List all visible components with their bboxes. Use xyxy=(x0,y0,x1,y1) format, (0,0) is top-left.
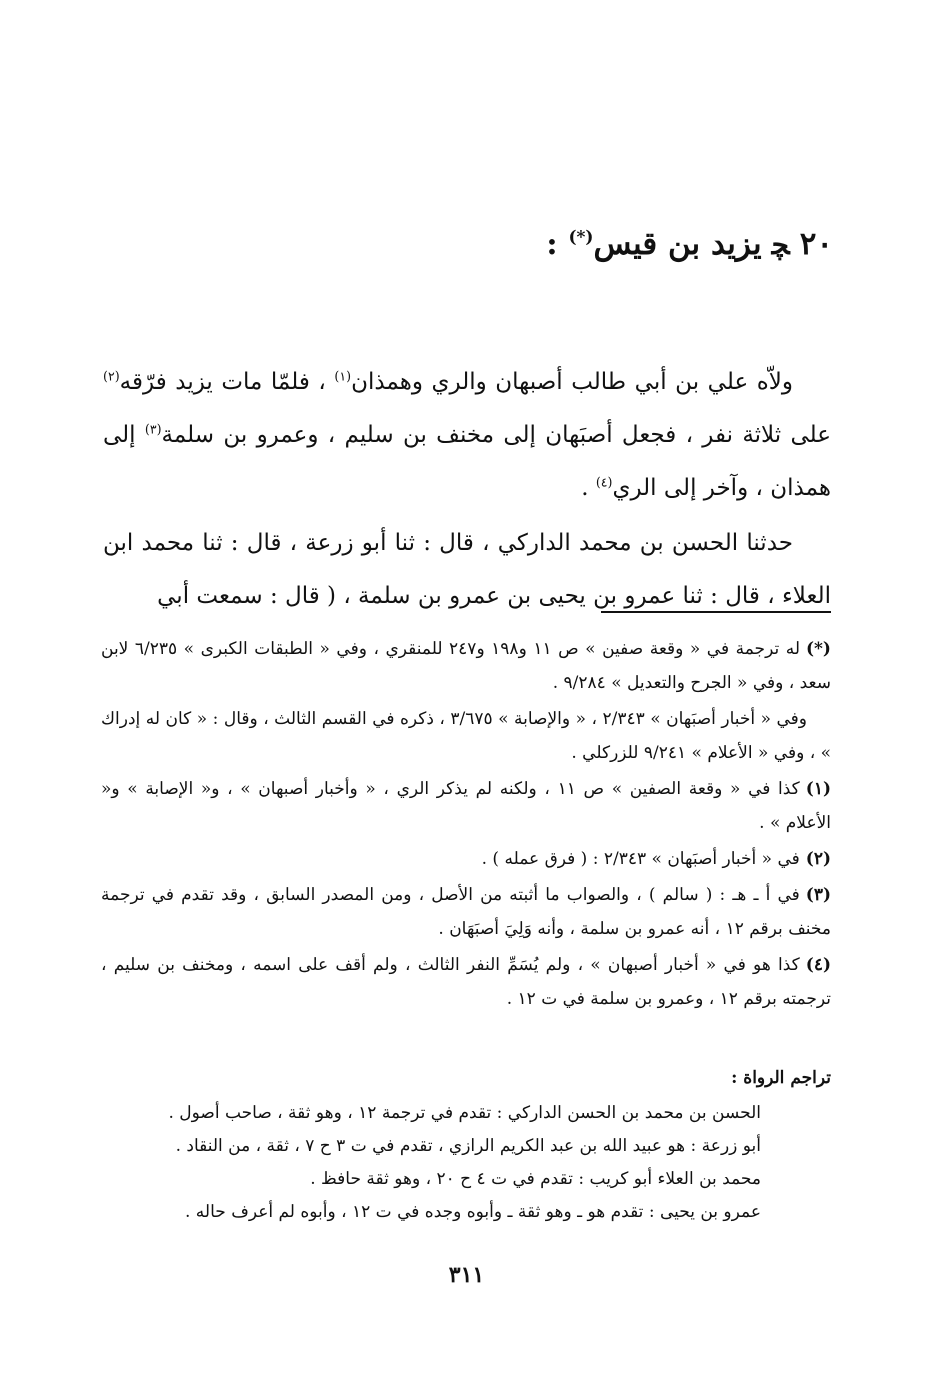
footnote-star-continued xyxy=(101,702,831,770)
footnote-ref-4: (٤) xyxy=(595,474,613,490)
ornament-glyph: ﭽ xyxy=(771,228,790,261)
footnote-text: وفي « أخبار أصبَهان » ٢/٣٤٣ ، « والإصابة » ٣/٦٧٥ ، ذكره في القسم الثالث ، وقال : « كان له إدراك » ، وفي « الأعلام » ٩/٢٤١ للزركلي . xyxy=(101,709,831,763)
footnote-marker: (١) xyxy=(805,779,831,799)
footnote-star xyxy=(101,632,831,700)
paragraph-2: حدثنا الحسن بن محمد الداركي ، قال : ثنا أبو زرعة ، قال : ثنا محمد ابن العلاء ، قال : ثنا عمرو بن يحيى بن عمرو بن سلمة ، ( قال : سمعت أبي xyxy=(103,530,831,609)
narrators-title: تراجم الرواة : xyxy=(731,1068,831,1088)
narrator-item: أبو زرعة : هو عبيد الله بن عبد الكريم الرازي ، تقدم في ت ٣ ح ٧ ، ثقة ، من النقاد . xyxy=(175,1136,761,1156)
narrators-section xyxy=(101,1062,831,1229)
narrator-item: عمرو بن يحيى : تقدم هو ـ وهو ثقة ـ وأبوه وجده في ت ١٢ ، وأبوه لم أعرف حاله . xyxy=(185,1202,761,1222)
p1-text-c: على ثلاثة نفر ، فجعل أصبَهان إلى مخنف بن سليم ، وعمرو بن سلمة xyxy=(161,422,831,448)
footnote-text: في « أخبار أصبَهان » ٢/٣٤٣ : ( فرق عمله ) . xyxy=(481,849,800,869)
entry-name: يزيد بن قيس xyxy=(593,226,762,262)
narrator-item: محمد بن العلاء أبو كريب : تقدم في ت ٤ ح ٢٠ ، وهو ثقة حافظ . xyxy=(310,1169,761,1189)
footnote-ref-2: (٢) xyxy=(103,368,120,384)
footnote-marker: (*) xyxy=(806,639,831,659)
footnote-text: في أ ـ هـ : ( سالم ) ، والصواب ما أثبته من الأصل ، ومن المصدر السابق ، وقد تقدم في ترجمة مخنف برقم ١٢ ، أنه عمرو بن سلمة ، وأنه وَلِيَ أصبَهَان . xyxy=(101,885,831,939)
footnote-marker: (٢) xyxy=(805,849,831,869)
footnote-4 xyxy=(101,948,831,1016)
entry-heading xyxy=(100,226,833,263)
footnote-text: له ترجمة في « وقعة صفين » ص ١١ و١٩٨ و٢٤٧ للمنقري ، وفي « الطبقات الكبرى » ٦/٢٣٥ لابن سعد ، وفي « الجرح والتعديل » ٩/٢٨٤ . xyxy=(101,639,831,693)
footnote-2 xyxy=(101,842,831,876)
p1-text-e: . xyxy=(581,475,596,501)
footnote-text: كذا هو في « أخبار أصبهان » ، ولم يُسَمِّ النفر الثالث ، ولم أقف على اسمه ، ومخنف بن سليم ، ترجمته برقم ١٢ ، وعمرو بن سلمة في ت ١٢ . xyxy=(101,955,831,1009)
footnote-1 xyxy=(101,772,831,840)
footnote-ref-3: (٣) xyxy=(144,421,162,437)
p1-text-b: ، فلمّا مات يزيد فرّقه xyxy=(119,369,335,395)
footnote-ref-1: (١) xyxy=(334,368,352,384)
entry-number: ٢٠ xyxy=(799,226,833,262)
footnote-marker: (٣) xyxy=(805,885,831,905)
footnote-text: كذا في « وقعة الصفين » ص ١١ ، ولكنه لم يذكر الري ، « وأخبار أصبهان » ، و« الإصابة » و« الأعلام » . xyxy=(101,779,831,833)
footnote-separator xyxy=(601,611,831,613)
footnote-3 xyxy=(101,878,831,946)
narrators-list xyxy=(101,1097,831,1229)
footnote-marker: (٤) xyxy=(805,955,831,975)
page-number: ٣١١ xyxy=(448,1262,485,1288)
heading-colon: : xyxy=(546,226,558,262)
paragraph-1 xyxy=(103,356,831,515)
main-text xyxy=(103,356,831,623)
narrator-item: الحسن بن محمد بن الحسن الداركي : تقدم في ترجمة ١٢ ، وهو ثقة ، صاحب أصول . xyxy=(168,1103,761,1123)
p1-text-a: ولاّه علي بن أبي طالب أصبهان والري وهمذان xyxy=(351,369,794,395)
entry-marker: (*) xyxy=(568,227,594,248)
p1-text-d: إلى همذان ، وآخر إلى الري xyxy=(103,422,831,501)
footnotes xyxy=(101,632,831,1018)
